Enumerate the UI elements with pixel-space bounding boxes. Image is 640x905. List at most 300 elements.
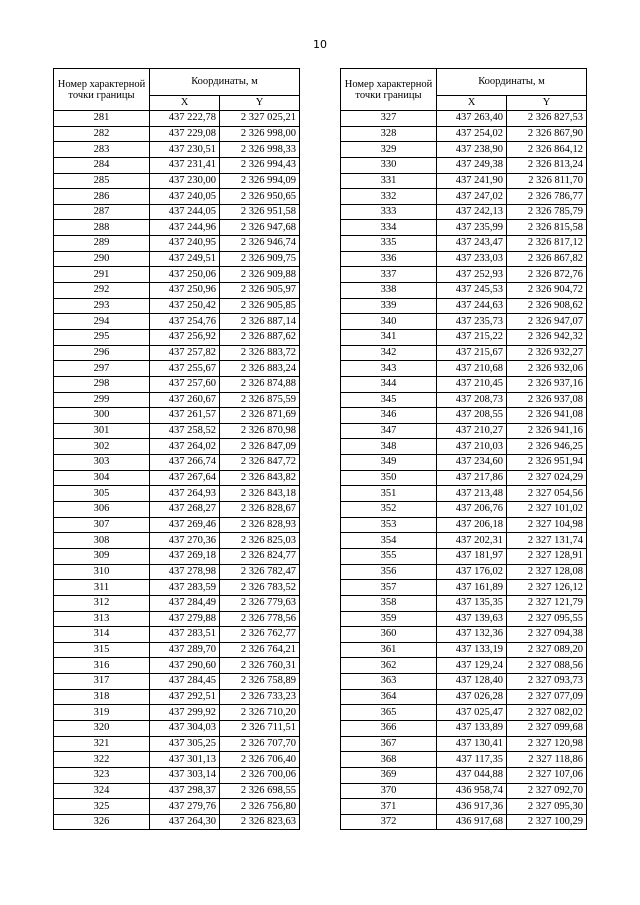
x-coordinate-cell: 436 917,68 <box>437 814 507 830</box>
y-coordinate-cell: 2 326 994,43 <box>220 157 300 173</box>
x-coordinate-cell: 437 269,46 <box>150 517 220 533</box>
x-coordinate-cell: 437 129,24 <box>437 658 507 674</box>
x-coordinate-cell: 437 279,76 <box>150 799 220 815</box>
y-coordinate-cell: 2 326 867,82 <box>507 251 587 267</box>
table-row <box>341 564 587 580</box>
point-number-cell: 286 <box>54 189 150 205</box>
x-coordinate-cell: 437 132,36 <box>437 627 507 643</box>
point-number-cell: 355 <box>341 548 437 564</box>
x-coordinate-cell: 437 257,60 <box>150 376 220 392</box>
table-row <box>341 767 587 783</box>
point-number-cell: 282 <box>54 126 150 142</box>
y-coordinate-cell: 2 327 093,73 <box>507 674 587 690</box>
x-coordinate-cell: 437 210,68 <box>437 361 507 377</box>
x-coordinate-cell: 437 250,06 <box>150 267 220 283</box>
x-coordinate-cell: 437 233,03 <box>437 251 507 267</box>
point-number-cell: 304 <box>54 470 150 486</box>
point-number-cell: 303 <box>54 455 150 471</box>
y-coordinate-cell: 2 326 817,12 <box>507 236 587 252</box>
x-coordinate-cell: 437 278,98 <box>150 564 220 580</box>
x-coordinate-cell: 437 284,45 <box>150 674 220 690</box>
table-row <box>54 392 300 408</box>
x-coordinate-cell: 437 305,25 <box>150 736 220 752</box>
header-x: X <box>437 96 507 111</box>
point-number-cell: 370 <box>341 783 437 799</box>
table-row <box>341 517 587 533</box>
table-row <box>54 674 300 690</box>
point-number-cell: 291 <box>54 267 150 283</box>
point-number-cell: 360 <box>341 627 437 643</box>
x-coordinate-cell: 437 210,03 <box>437 439 507 455</box>
point-number-cell: 322 <box>54 752 150 768</box>
header-coordinates: Координаты, м <box>150 69 300 96</box>
y-coordinate-cell: 2 327 092,70 <box>507 783 587 799</box>
x-coordinate-cell: 437 242,13 <box>437 204 507 220</box>
point-number-cell: 298 <box>54 376 150 392</box>
point-number-cell: 301 <box>54 423 150 439</box>
x-coordinate-cell: 437 128,40 <box>437 674 507 690</box>
table-row <box>54 752 300 768</box>
y-coordinate-cell: 2 326 905,85 <box>220 298 300 314</box>
y-coordinate-cell: 2 326 786,77 <box>507 189 587 205</box>
table-row <box>341 783 587 799</box>
x-coordinate-cell: 437 290,60 <box>150 658 220 674</box>
x-coordinate-cell: 437 264,93 <box>150 486 220 502</box>
header-coordinates: Координаты, м <box>437 69 587 96</box>
x-coordinate-cell: 437 244,96 <box>150 220 220 236</box>
point-number-cell: 309 <box>54 548 150 564</box>
point-number-cell: 299 <box>54 392 150 408</box>
y-coordinate-cell: 2 326 937,08 <box>507 392 587 408</box>
y-coordinate-cell: 2 326 870,98 <box>220 423 300 439</box>
y-coordinate-cell: 2 326 932,27 <box>507 345 587 361</box>
y-coordinate-cell: 2 326 698,55 <box>220 783 300 799</box>
point-number-cell: 330 <box>341 157 437 173</box>
y-coordinate-cell: 2 326 908,62 <box>507 298 587 314</box>
y-coordinate-cell: 2 326 994,09 <box>220 173 300 189</box>
y-coordinate-cell: 2 327 104,98 <box>507 517 587 533</box>
point-number-cell: 308 <box>54 533 150 549</box>
point-number-cell: 302 <box>54 439 150 455</box>
y-coordinate-cell: 2 326 756,80 <box>220 799 300 815</box>
y-coordinate-cell: 2 326 909,75 <box>220 251 300 267</box>
y-coordinate-cell: 2 327 118,86 <box>507 752 587 768</box>
x-coordinate-cell: 437 206,76 <box>437 502 507 518</box>
point-number-cell: 290 <box>54 251 150 267</box>
table-row <box>54 611 300 627</box>
x-coordinate-cell: 437 240,05 <box>150 189 220 205</box>
y-coordinate-cell: 2 327 025,21 <box>220 111 300 127</box>
y-coordinate-cell: 2 326 706,40 <box>220 752 300 768</box>
table-row <box>341 111 587 127</box>
x-coordinate-cell: 437 235,73 <box>437 314 507 330</box>
point-number-cell: 361 <box>341 642 437 658</box>
table-row <box>341 142 587 158</box>
y-coordinate-cell: 2 327 024,29 <box>507 470 587 486</box>
point-number-cell: 357 <box>341 580 437 596</box>
table-row <box>54 173 300 189</box>
x-coordinate-cell: 437 229,08 <box>150 126 220 142</box>
x-coordinate-cell: 437 117,35 <box>437 752 507 768</box>
y-coordinate-cell: 2 327 107,06 <box>507 767 587 783</box>
x-coordinate-cell: 437 231,41 <box>150 157 220 173</box>
x-coordinate-cell: 437 161,89 <box>437 580 507 596</box>
y-coordinate-cell: 2 326 760,31 <box>220 658 300 674</box>
table-row <box>54 814 300 830</box>
x-coordinate-cell: 437 303,14 <box>150 767 220 783</box>
x-coordinate-cell: 437 260,67 <box>150 392 220 408</box>
table-row <box>54 283 300 299</box>
point-number-cell: 327 <box>341 111 437 127</box>
y-coordinate-cell: 2 326 843,18 <box>220 486 300 502</box>
table-row <box>341 298 587 314</box>
x-coordinate-cell: 437 268,27 <box>150 502 220 518</box>
y-coordinate-cell: 2 327 128,91 <box>507 548 587 564</box>
x-coordinate-cell: 437 252,93 <box>437 267 507 283</box>
y-coordinate-cell: 2 326 871,69 <box>220 408 300 424</box>
point-number-cell: 366 <box>341 720 437 736</box>
point-number-cell: 310 <box>54 564 150 580</box>
x-coordinate-cell: 437 208,55 <box>437 408 507 424</box>
point-number-cell: 288 <box>54 220 150 236</box>
point-number-cell: 311 <box>54 580 150 596</box>
table-row <box>54 439 300 455</box>
point-number-cell: 368 <box>341 752 437 768</box>
y-coordinate-cell: 2 327 082,02 <box>507 705 587 721</box>
x-coordinate-cell: 437 243,47 <box>437 236 507 252</box>
y-coordinate-cell: 2 326 711,51 <box>220 720 300 736</box>
y-coordinate-cell: 2 326 824,77 <box>220 548 300 564</box>
point-number-cell: 296 <box>54 345 150 361</box>
table-row <box>341 658 587 674</box>
x-coordinate-cell: 437 240,95 <box>150 236 220 252</box>
x-coordinate-cell: 437 133,19 <box>437 642 507 658</box>
y-coordinate-cell: 2 326 951,58 <box>220 204 300 220</box>
y-coordinate-cell: 2 326 785,79 <box>507 204 587 220</box>
table-row <box>341 627 587 643</box>
x-coordinate-cell: 437 044,88 <box>437 767 507 783</box>
table-row <box>341 580 587 596</box>
table-row <box>341 423 587 439</box>
x-coordinate-cell: 437 202,31 <box>437 533 507 549</box>
x-coordinate-cell: 437 238,90 <box>437 142 507 158</box>
x-coordinate-cell: 437 270,36 <box>150 533 220 549</box>
coordinates-table-left <box>53 68 300 830</box>
x-coordinate-cell: 437 263,40 <box>437 111 507 127</box>
point-number-cell: 337 <box>341 267 437 283</box>
table-row <box>54 298 300 314</box>
point-number-cell: 283 <box>54 142 150 158</box>
table-row <box>341 611 587 627</box>
x-coordinate-cell: 437 289,70 <box>150 642 220 658</box>
y-coordinate-cell: 2 326 813,24 <box>507 157 587 173</box>
x-coordinate-cell: 437 235,99 <box>437 220 507 236</box>
point-number-cell: 339 <box>341 298 437 314</box>
y-coordinate-cell: 2 326 828,93 <box>220 517 300 533</box>
page-number: 10 <box>313 38 327 51</box>
point-number-cell: 350 <box>341 470 437 486</box>
header-y: Y <box>220 96 300 111</box>
table-row <box>341 455 587 471</box>
y-coordinate-cell: 2 326 883,24 <box>220 361 300 377</box>
table-row <box>54 204 300 220</box>
point-number-cell: 342 <box>341 345 437 361</box>
table-row <box>54 329 300 345</box>
table-row <box>341 220 587 236</box>
x-coordinate-cell: 437 025,47 <box>437 705 507 721</box>
table-row <box>341 345 587 361</box>
y-coordinate-cell: 2 326 864,12 <box>507 142 587 158</box>
x-coordinate-cell: 437 215,22 <box>437 329 507 345</box>
y-coordinate-cell: 2 326 827,53 <box>507 111 587 127</box>
x-coordinate-cell: 437 258,52 <box>150 423 220 439</box>
point-number-cell: 333 <box>341 204 437 220</box>
point-number-cell: 354 <box>341 533 437 549</box>
y-coordinate-cell: 2 326 823,63 <box>220 814 300 830</box>
y-coordinate-cell: 2 326 847,72 <box>220 455 300 471</box>
table-row <box>54 720 300 736</box>
y-coordinate-cell: 2 326 932,06 <box>507 361 587 377</box>
table-row <box>341 251 587 267</box>
table-row <box>54 251 300 267</box>
y-coordinate-cell: 2 326 872,76 <box>507 267 587 283</box>
point-number-cell: 351 <box>341 486 437 502</box>
point-number-cell: 320 <box>54 720 150 736</box>
y-coordinate-cell: 2 326 887,62 <box>220 329 300 345</box>
point-number-cell: 346 <box>341 408 437 424</box>
table-row <box>54 705 300 721</box>
y-coordinate-cell: 2 326 887,14 <box>220 314 300 330</box>
table-row <box>54 126 300 142</box>
x-coordinate-cell: 437 230,00 <box>150 173 220 189</box>
table-row <box>54 783 300 799</box>
table-row <box>54 548 300 564</box>
x-coordinate-cell: 437 266,74 <box>150 455 220 471</box>
point-number-cell: 305 <box>54 486 150 502</box>
x-coordinate-cell: 437 261,57 <box>150 408 220 424</box>
point-number-cell: 307 <box>54 517 150 533</box>
y-coordinate-cell: 2 326 811,70 <box>507 173 587 189</box>
point-number-cell: 325 <box>54 799 150 815</box>
x-coordinate-cell: 437 255,67 <box>150 361 220 377</box>
point-number-cell: 343 <box>341 361 437 377</box>
y-coordinate-cell: 2 326 904,72 <box>507 283 587 299</box>
y-coordinate-cell: 2 327 120,98 <box>507 736 587 752</box>
x-coordinate-cell: 437 250,42 <box>150 298 220 314</box>
table-row <box>54 236 300 252</box>
point-number-cell: 359 <box>341 611 437 627</box>
y-coordinate-cell: 2 326 947,07 <box>507 314 587 330</box>
y-coordinate-cell: 2 326 758,89 <box>220 674 300 690</box>
table-row <box>54 314 300 330</box>
point-number-cell: 312 <box>54 595 150 611</box>
y-coordinate-cell: 2 327 077,09 <box>507 689 587 705</box>
point-number-cell: 294 <box>54 314 150 330</box>
y-coordinate-cell: 2 326 998,33 <box>220 142 300 158</box>
y-coordinate-cell: 2 326 783,52 <box>220 580 300 596</box>
y-coordinate-cell: 2 326 941,16 <box>507 423 587 439</box>
x-coordinate-cell: 437 250,96 <box>150 283 220 299</box>
point-number-cell: 293 <box>54 298 150 314</box>
table-row <box>341 408 587 424</box>
x-coordinate-cell: 437 133,89 <box>437 720 507 736</box>
point-number-cell: 362 <box>341 658 437 674</box>
header-point-number: Номер характерной точки границы <box>341 69 437 111</box>
x-coordinate-cell: 437 244,63 <box>437 298 507 314</box>
point-number-cell: 367 <box>341 736 437 752</box>
point-number-cell: 324 <box>54 783 150 799</box>
table-row <box>341 486 587 502</box>
x-coordinate-cell: 437 135,35 <box>437 595 507 611</box>
y-coordinate-cell: 2 326 782,47 <box>220 564 300 580</box>
x-coordinate-cell: 437 215,67 <box>437 345 507 361</box>
y-coordinate-cell: 2 326 941,08 <box>507 408 587 424</box>
table-row <box>341 189 587 205</box>
table-row <box>54 642 300 658</box>
table-row <box>341 595 587 611</box>
y-coordinate-cell: 2 326 947,68 <box>220 220 300 236</box>
y-coordinate-cell: 2 327 126,12 <box>507 580 587 596</box>
point-number-cell: 328 <box>341 126 437 142</box>
y-coordinate-cell: 2 327 099,68 <box>507 720 587 736</box>
y-coordinate-cell: 2 326 762,77 <box>220 627 300 643</box>
table-row <box>54 455 300 471</box>
point-number-cell: 338 <box>341 283 437 299</box>
table-row <box>54 267 300 283</box>
table-row <box>54 564 300 580</box>
point-number-cell: 314 <box>54 627 150 643</box>
table-row <box>341 720 587 736</box>
x-coordinate-cell: 437 222,78 <box>150 111 220 127</box>
table-row <box>54 220 300 236</box>
point-number-cell: 363 <box>341 674 437 690</box>
x-coordinate-cell: 437 210,45 <box>437 376 507 392</box>
table-row <box>341 204 587 220</box>
x-coordinate-cell: 437 267,64 <box>150 470 220 486</box>
table-row <box>54 533 300 549</box>
table-row <box>341 705 587 721</box>
y-coordinate-cell: 2 326 707,70 <box>220 736 300 752</box>
point-number-cell: 300 <box>54 408 150 424</box>
x-coordinate-cell: 437 249,51 <box>150 251 220 267</box>
point-number-cell: 285 <box>54 173 150 189</box>
y-coordinate-cell: 2 326 825,03 <box>220 533 300 549</box>
y-coordinate-cell: 2 327 128,08 <box>507 564 587 580</box>
point-number-cell: 369 <box>341 767 437 783</box>
point-number-cell: 292 <box>54 283 150 299</box>
point-number-cell: 332 <box>341 189 437 205</box>
y-coordinate-cell: 2 326 950,65 <box>220 189 300 205</box>
y-coordinate-cell: 2 327 101,02 <box>507 502 587 518</box>
x-coordinate-cell: 437 264,30 <box>150 814 220 830</box>
point-number-cell: 335 <box>341 236 437 252</box>
table-row <box>341 376 587 392</box>
table-row <box>54 361 300 377</box>
x-coordinate-cell: 437 230,51 <box>150 142 220 158</box>
point-number-cell: 364 <box>341 689 437 705</box>
table-row <box>54 595 300 611</box>
x-coordinate-cell: 437 269,18 <box>150 548 220 564</box>
point-number-cell: 334 <box>341 220 437 236</box>
table-row <box>341 314 587 330</box>
table-row <box>341 126 587 142</box>
x-coordinate-cell: 436 917,36 <box>437 799 507 815</box>
header-x: X <box>150 96 220 111</box>
point-number-cell: 317 <box>54 674 150 690</box>
y-coordinate-cell: 2 326 843,82 <box>220 470 300 486</box>
y-coordinate-cell: 2 326 779,63 <box>220 595 300 611</box>
point-number-cell: 371 <box>341 799 437 815</box>
x-coordinate-cell: 437 284,49 <box>150 595 220 611</box>
x-coordinate-cell: 437 241,90 <box>437 173 507 189</box>
y-coordinate-cell: 2 326 951,94 <box>507 455 587 471</box>
table-row <box>54 486 300 502</box>
table-row <box>341 674 587 690</box>
point-number-cell: 315 <box>54 642 150 658</box>
table-row <box>341 157 587 173</box>
y-coordinate-cell: 2 327 100,29 <box>507 814 587 830</box>
point-number-cell: 318 <box>54 689 150 705</box>
y-coordinate-cell: 2 326 778,56 <box>220 611 300 627</box>
point-number-cell: 281 <box>54 111 150 127</box>
table-row <box>54 689 300 705</box>
x-coordinate-cell: 437 247,02 <box>437 189 507 205</box>
table-row <box>341 392 587 408</box>
x-coordinate-cell: 437 026,28 <box>437 689 507 705</box>
x-coordinate-cell: 437 254,76 <box>150 314 220 330</box>
x-coordinate-cell: 437 139,63 <box>437 611 507 627</box>
y-coordinate-cell: 2 326 700,06 <box>220 767 300 783</box>
x-coordinate-cell: 437 208,73 <box>437 392 507 408</box>
point-number-cell: 358 <box>341 595 437 611</box>
table-row <box>341 799 587 815</box>
point-number-cell: 323 <box>54 767 150 783</box>
point-number-cell: 372 <box>341 814 437 830</box>
table-row <box>54 157 300 173</box>
table-row <box>341 752 587 768</box>
table-row <box>341 329 587 345</box>
y-coordinate-cell: 2 326 909,88 <box>220 267 300 283</box>
point-number-cell: 348 <box>341 439 437 455</box>
point-number-cell: 336 <box>341 251 437 267</box>
point-number-cell: 316 <box>54 658 150 674</box>
table-row <box>54 580 300 596</box>
table-row <box>341 814 587 830</box>
table-body-left <box>54 111 300 830</box>
x-coordinate-cell: 437 181,97 <box>437 548 507 564</box>
x-coordinate-cell: 436 958,74 <box>437 783 507 799</box>
header-point-number: Номер характерной точки границы <box>54 69 150 111</box>
x-coordinate-cell: 437 245,53 <box>437 283 507 299</box>
point-number-cell: 345 <box>341 392 437 408</box>
y-coordinate-cell: 2 326 874,88 <box>220 376 300 392</box>
table-row <box>54 627 300 643</box>
point-number-cell: 321 <box>54 736 150 752</box>
table-row <box>54 470 300 486</box>
x-coordinate-cell: 437 249,38 <box>437 157 507 173</box>
point-number-cell: 347 <box>341 423 437 439</box>
y-coordinate-cell: 2 327 089,20 <box>507 642 587 658</box>
x-coordinate-cell: 437 217,86 <box>437 470 507 486</box>
point-number-cell: 284 <box>54 157 150 173</box>
y-coordinate-cell: 2 326 710,20 <box>220 705 300 721</box>
point-number-cell: 297 <box>54 361 150 377</box>
table-row <box>341 548 587 564</box>
table-row <box>341 736 587 752</box>
y-coordinate-cell: 2 327 054,56 <box>507 486 587 502</box>
y-coordinate-cell: 2 326 875,59 <box>220 392 300 408</box>
table-row <box>341 361 587 377</box>
